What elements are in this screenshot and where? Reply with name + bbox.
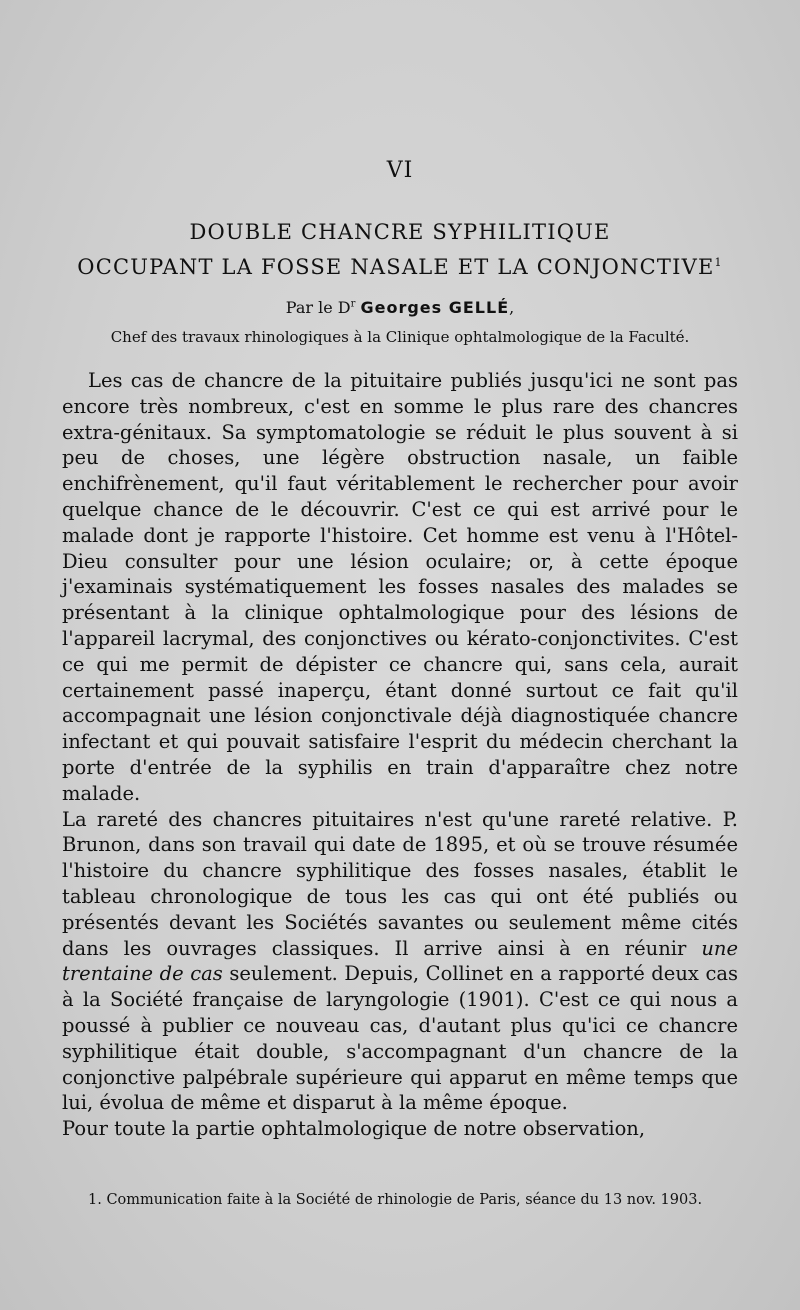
title-footnote-marker: 1 bbox=[714, 256, 723, 269]
byline-suffix: , bbox=[509, 298, 515, 317]
paragraph-2-end: seulement. Depuis, Collinet en a rapporté deux cas à la Société française de laryngologie (1901). C'est ce qui nous a poussé à publier ce nouveau cas, d'autant plus qu'ici ce chancre syphilitique était double, s'accompagnant d'un chancre de la conjonctive palpébrale supérieure qui apparut en même temps que lui, évolua de même et disparut à la même époque. bbox=[62, 962, 739, 1115]
paragraph-2-start: La rareté des chancres pituitaires n'est qu'une rareté relative. P. Brunon, dans son travail qui date de 1895, et où se trouve résumée l'histoire du chancre syphilitique des fosses nasales, établit le tableau chronologique de tous les cas qui ont été publiés ou présentés devant les Sociétés savantes ou seulement même cités dans les ouvrages classiques. Il arrive ainsi à en réunir bbox=[62, 807, 738, 960]
author-name: Georges GELLÉ bbox=[360, 298, 510, 317]
title-line-1: DOUBLE CHANCRE SYPHILITIQUE bbox=[189, 220, 611, 244]
paragraph-2-italic: une trentaine de cas bbox=[62, 936, 738, 986]
title-line-2-text: OCCUPANT LA FOSSE NASALE ET LA CONJONCTIVE bbox=[77, 255, 715, 279]
author-affiliation: Chef des travaux rhinologiques à la Clinique ophtalmologique de la Faculté. bbox=[110, 328, 690, 346]
author-byline bbox=[0, 298, 800, 317]
article-body bbox=[62, 368, 738, 1142]
paragraph-3: Pour toute la partie ophtalmologique de notre observation, bbox=[62, 1117, 646, 1141]
title-line-2 bbox=[0, 255, 800, 279]
chapter-number: VI bbox=[386, 158, 414, 183]
byline-prefix-sup: r bbox=[350, 298, 356, 310]
footnote bbox=[62, 1190, 738, 1210]
byline-prefix: Par le D bbox=[285, 298, 351, 317]
paragraph-1: Les cas de chancre de la pituitaire publiés jusqu'ici ne sont pas encore très nombreux, c'est en somme le plus rare des chancres extra-génitaux. Sa symptomatologie se réduit le plus souvent à si peu de choses, une légère obstruction nasale, un faible enchifrènement, qu'il faut véritablement le rechercher pour avoir quelque chance de le découvrir. C'est ce qui est arrivé pour le malade dont je rapporte l'histoire. Cet homme est venu à l'Hôtel-Dieu consulter pour une lésion oculaire; or, à cette époque j'examinais systématiquement les fosses nasales des malades se présentant à la clinique ophtalmologique pour des lésions de l'appareil lacrymal, des conjonctives ou kérato-conjonctivites. C'est ce qui me permit de dépister ce chancre qui, sans cela, aurait certainement passé inaperçu, étant donné surtout ce fait qu'il accompagnait une lésion conjonctivale déjà diagnostiquée chancre infectant et qui pouvait satisfaire l'esprit du médecin cherchant la porte d'entrée de la syphilis en train d'apparaître chez notre malade. bbox=[62, 369, 738, 805]
footnote-text: 1. Communication faite à la Société de rhinologie de Paris, séance du 13 nov. 1903. bbox=[88, 1192, 703, 1208]
paragraph-2 bbox=[62, 807, 738, 1117]
